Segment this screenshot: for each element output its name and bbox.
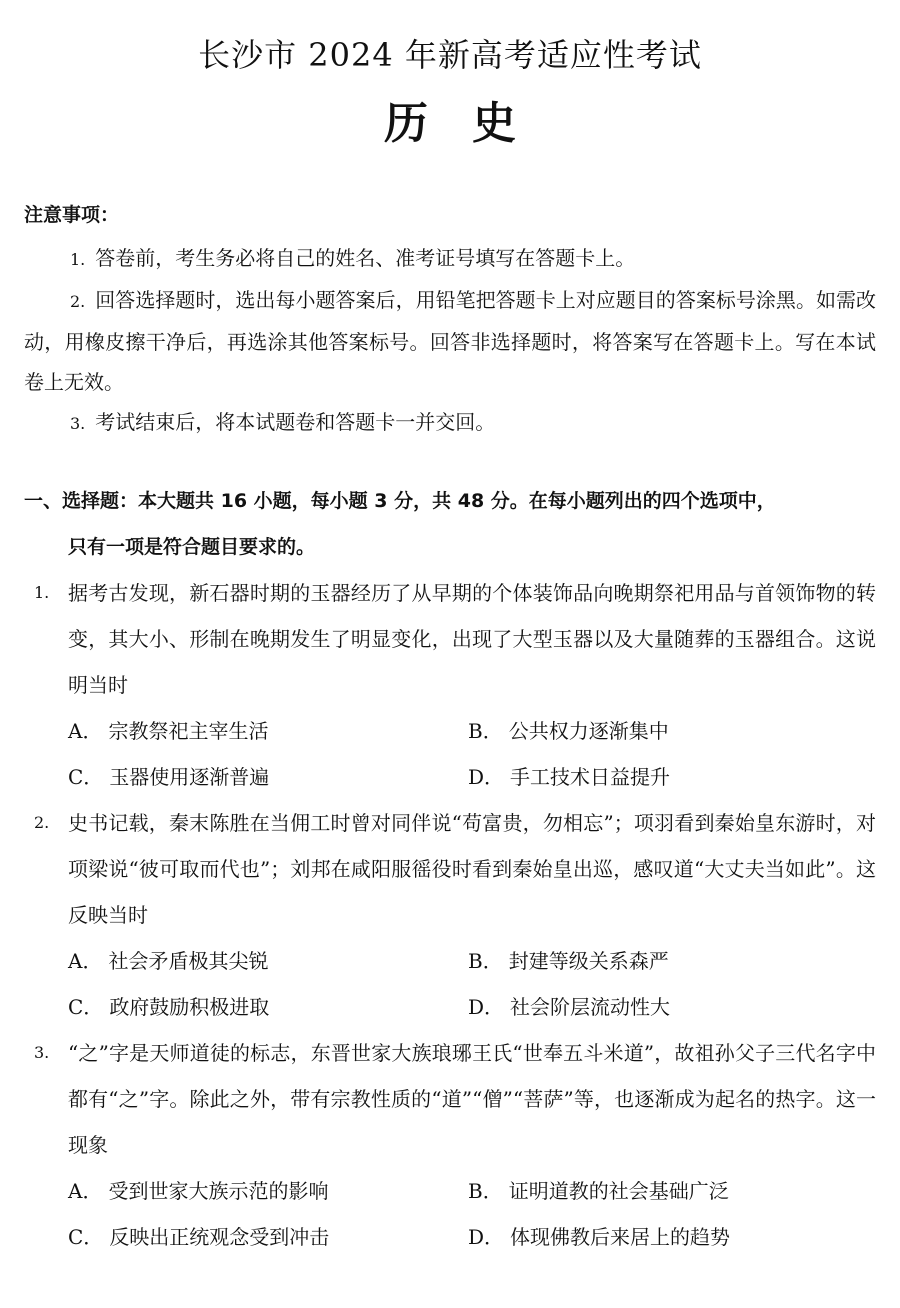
question [24,570,876,800]
notice-item-number: 2. [70,292,86,311]
question-text: “之”字是天师道徒的标志，东晋世家大族琅琊王氏“世奉五斗米道”，故祖孙父子三代名字中都有“之”字。除此之外，带有宗教性质的“道”“僧”“菩萨”等，也逐渐成为起名的热字。这一现象 [68,1041,876,1157]
option-b [468,938,868,984]
notice-item-number: 3. [70,414,86,433]
section-heading-line1: 一、选择题：本大题共 16 小题，每小题 3 分，共 48 分。在每小题列出的四个选项中， [24,490,776,512]
option-text: 封建等级关系森严 [508,949,669,973]
notice-item-text: 考试结束后，将本试题卷和答题卡一并交回。 [95,410,496,434]
question-options [24,938,876,1030]
notice-item-number: 1. [70,250,86,269]
option-d [468,984,868,1030]
notice-item [24,238,876,280]
option-letter: A． [68,1179,103,1203]
subject-title: 历史 [384,98,560,149]
question-stem [24,570,876,708]
option-a [68,938,468,984]
question-options [24,708,876,800]
question-number: 1. [34,583,50,602]
option-text: 证明道教的社会基础广泛 [508,1179,729,1203]
section-heading [24,478,876,570]
question-number: 3. [34,1043,50,1062]
question [24,1030,876,1260]
option-text: 宗教祭祀主宰生活 [108,719,269,743]
question-number: 2. [34,813,50,832]
option-letter: B． [468,949,503,973]
option-letter: D． [468,1225,505,1249]
option-letter: A． [68,719,103,743]
option-letter: B． [468,1179,503,1203]
option-letter: A． [68,949,103,973]
option-c [68,1214,468,1260]
question [24,800,876,1030]
option-letter: C． [68,765,104,789]
option-text: 体现佛教后来居上的趋势 [510,1225,731,1249]
notice-list [24,238,876,444]
option-letter: D． [468,995,505,1019]
option-c [68,984,468,1030]
notice-item-text: 答卷前，考生务必将自己的姓名、准考证号填写在答题卡上。 [95,246,636,270]
question-text: 据考古发现，新石器时期的玉器经历了从早期的个体装饰品向晚期祭祀用品与首领饰物的转变，其大小、形制在晚期发生了明显变化，出现了大型玉器以及大量随葬的玉器组合。这说明当时 [68,581,876,697]
option-text: 手工技术日益提升 [510,765,671,789]
option-a [68,708,468,754]
option-text: 公共权力逐渐集中 [508,719,669,743]
notice-item [24,402,876,444]
notice-item [24,280,876,402]
option-d [468,754,868,800]
option-text: 反映出正统观念受到冲击 [109,1225,330,1249]
option-letter: B． [468,719,503,743]
option-text: 社会阶层流动性大 [510,995,671,1019]
option-letter: D． [468,765,505,789]
question-stem [24,1030,876,1168]
question-stem [24,800,876,938]
exam-title: 长沙市 2024 年新高考适应性考试 [198,36,702,74]
notice-item-text: 回答选择题时，选出每小题答案后，用铅笔把答题卡上对应题目的答案标号涂黑。如需改动，用橡皮擦干净后，再选涂其他答案标号。回答非选择题时，将答案写在答题卡上。写在本试卷上无效。 [24,288,876,394]
question-list [24,570,876,1260]
option-text: 受到世家大族示范的影响 [108,1179,329,1203]
option-text: 社会矛盾极其尖锐 [108,949,269,973]
notice-heading: 注意事项： [24,204,120,226]
option-text: 政府鼓励积极进取 [109,995,270,1019]
option-letter: C． [68,1225,104,1249]
option-b [468,708,868,754]
option-letter: C． [68,995,104,1019]
option-text: 玉器使用逐渐普遍 [109,765,270,789]
section-heading-line2: 只有一项是符合题目要求的。 [68,536,316,558]
question-options [24,1168,876,1260]
option-d [468,1214,868,1260]
question-text: 史书记载，秦末陈胜在当佣工时曾对同伴说“苟富贵，勿相忘”；项羽看到秦始皇东游时，对项梁说“彼可取而代也”；刘邦在咸阳服徭役时看到秦始皇出巡，感叹道“大丈夫当如此”。这反映当时 [68,811,876,927]
option-c [68,754,468,800]
option-b [468,1168,868,1214]
option-a [68,1168,468,1214]
